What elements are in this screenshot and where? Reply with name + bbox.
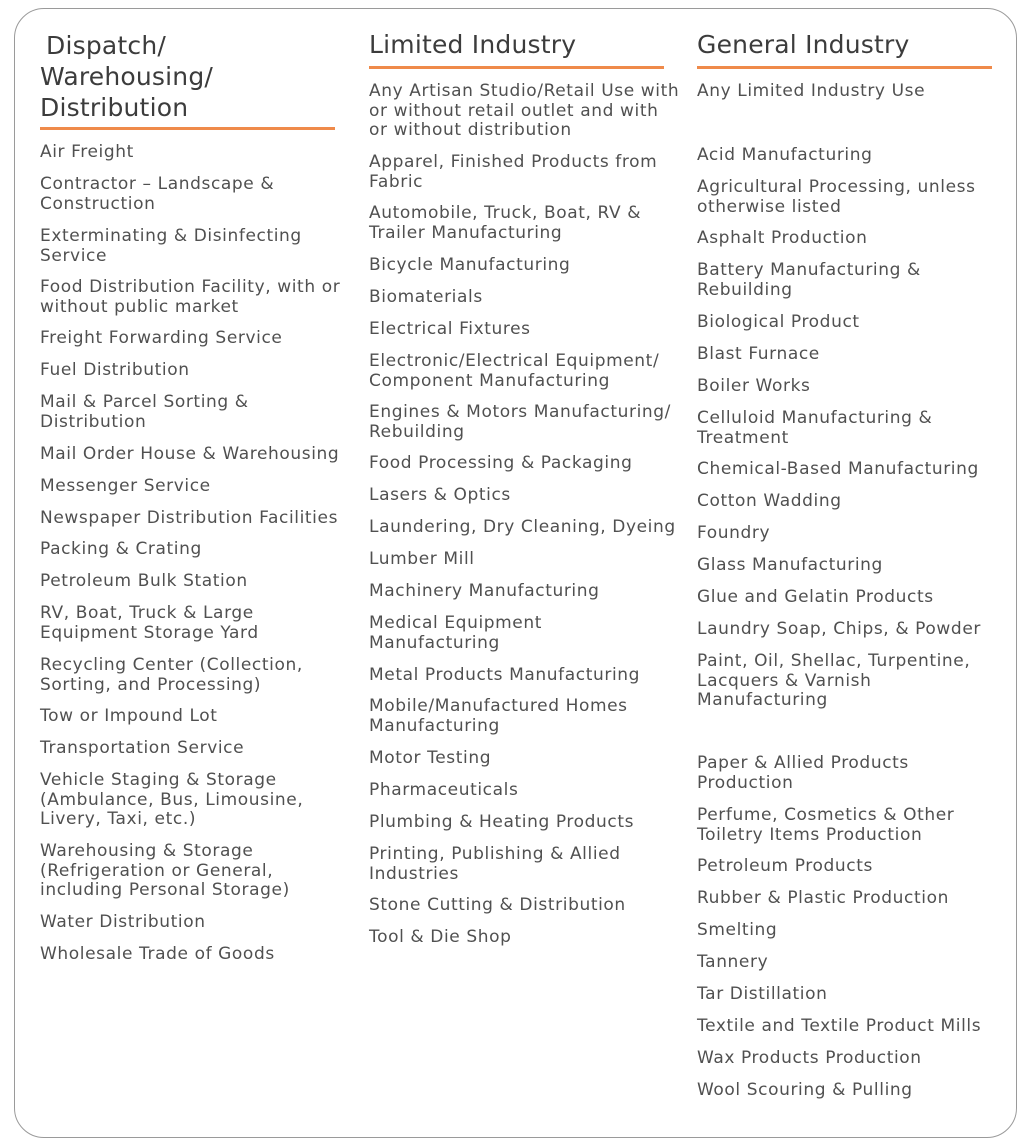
list-item: Printing, Publishing & Allied Industries [369, 844, 621, 884]
list-item: Acid Manufacturing [697, 145, 873, 165]
list-item: Warehousing & Storage (Refrigeration or General, including Personal Storage) [40, 841, 290, 900]
list-item: Food Distribution Facility, with or without public market [40, 277, 341, 317]
list-item: Stone Cutting & Distribution [369, 895, 626, 915]
list-item: Contractor – Landscape & Construction [40, 174, 275, 214]
list-item: Electrical Fixtures [369, 319, 531, 339]
heading-underline [369, 66, 664, 69]
list-item: Any Artisan Studio/Retail Use with or without retail outlet and with or without distribution [369, 81, 680, 140]
list-item: RV, Boat, Truck & Large Equipment Storage Yard [40, 603, 259, 643]
list-item: Smelting [697, 920, 778, 940]
list-item: Electronic/Electrical Equipment/ Component Manufacturing [369, 351, 660, 391]
list-item: Perfume, Cosmetics & Other Toiletry Items Production [697, 805, 955, 845]
list-item: Packing & Crating [40, 539, 202, 559]
list-item: Tar Distillation [697, 984, 828, 1004]
list-item: Paper & Allied Products Production [697, 753, 909, 793]
list-item: Any Limited Industry Use [697, 81, 926, 101]
list-item: Chemical-Based Manufacturing [697, 459, 979, 479]
list-item: Tow or Impound Lot [40, 706, 218, 726]
list-item: Mail Order House & Warehousing [40, 444, 340, 464]
column-heading: Limited Industry [369, 30, 577, 59]
list-item: Apparel, Finished Products from Fabric [369, 152, 658, 192]
list-item: Petroleum Products [697, 856, 873, 876]
list-item: Plumbing & Heating Products [369, 812, 635, 832]
list-item: Engines & Motors Manufacturing/ Rebuilding [369, 402, 671, 442]
list-item: Pharmaceuticals [369, 780, 519, 800]
list-item: Glue and Gelatin Products [697, 587, 934, 607]
list-item: Wholesale Trade of Goods [40, 944, 275, 964]
list-item: Air Freight [40, 142, 134, 162]
list-item: Foundry [697, 523, 771, 543]
list-item: Exterminating & Disinfecting Service [40, 226, 302, 266]
list-item: Laundering, Dry Cleaning, Dyeing [369, 517, 676, 537]
list-item: Metal Products Manufacturing [369, 665, 641, 685]
list-item: Biological Product [697, 312, 860, 332]
list-item: Recycling Center (Collection, Sorting, and Processing) [40, 655, 303, 695]
list-item: Tannery [697, 952, 769, 972]
list-item: Tool & Die Shop [369, 927, 512, 947]
list-item: Water Distribution [40, 912, 206, 932]
list-item: Food Processing & Packaging [369, 453, 633, 473]
list-item: Newspaper Distribution Facilities [40, 508, 339, 528]
list-item: Machinery Manufacturing [369, 581, 600, 601]
list-item: Rubber & Plastic Production [697, 888, 949, 908]
list-item: Medical Equipment Manufacturing [369, 613, 543, 653]
list-item: Fuel Distribution [40, 360, 190, 380]
list-item: Boiler Works [697, 376, 811, 396]
list-item: Lumber Mill [369, 549, 475, 569]
list-item: Petroleum Bulk Station [40, 571, 248, 591]
list-item: Automobile, Truck, Boat, RV & Trailer Manufacturing [369, 203, 642, 243]
list-item: Wool Scouring & Pulling [697, 1080, 913, 1100]
list-item: Freight Forwarding Service [40, 328, 283, 348]
list-item: Textile and Textile Product Mills [697, 1016, 982, 1036]
list-item: Biomaterials [369, 287, 483, 307]
list-item: Lasers & Optics [369, 485, 511, 505]
list-item: Cotton Wadding [697, 491, 842, 511]
list-item: Bicycle Manufacturing [369, 255, 571, 275]
column-heading: General Industry [697, 30, 910, 59]
list-item: Mobile/Manufactured Homes Manufacturing [369, 696, 628, 736]
list-item: Mail & Parcel Sorting & Distribution [40, 392, 249, 432]
list-item: Agricultural Processing, unless otherwise listed [697, 177, 976, 217]
list-item: Motor Testing [369, 748, 492, 768]
list-item: Messenger Service [40, 476, 211, 496]
heading-underline [697, 66, 992, 69]
list-item: Wax Products Production [697, 1048, 922, 1068]
list-item: Asphalt Production [697, 228, 868, 248]
list-item: Celluloid Manufacturing & Treatment [697, 408, 933, 448]
list-item: Paint, Oil, Shellac, Turpentine, Lacquers & Varnish Manufacturing [697, 651, 971, 710]
heading-underline [40, 127, 335, 130]
list-item: Battery Manufacturing & Rebuilding [697, 260, 921, 300]
list-item: Blast Furnace [697, 344, 820, 364]
column-heading: Dispatch/ Warehousing/ Distribution [40, 31, 214, 122]
list-item: Laundry Soap, Chips, & Powder [697, 619, 981, 639]
list-item: Transportation Service [40, 738, 245, 758]
list-item: Glass Manufacturing [697, 555, 883, 575]
list-item: Vehicle Staging & Storage (Ambulance, Bus, Limousine, Livery, Taxi, etc.) [40, 770, 304, 829]
